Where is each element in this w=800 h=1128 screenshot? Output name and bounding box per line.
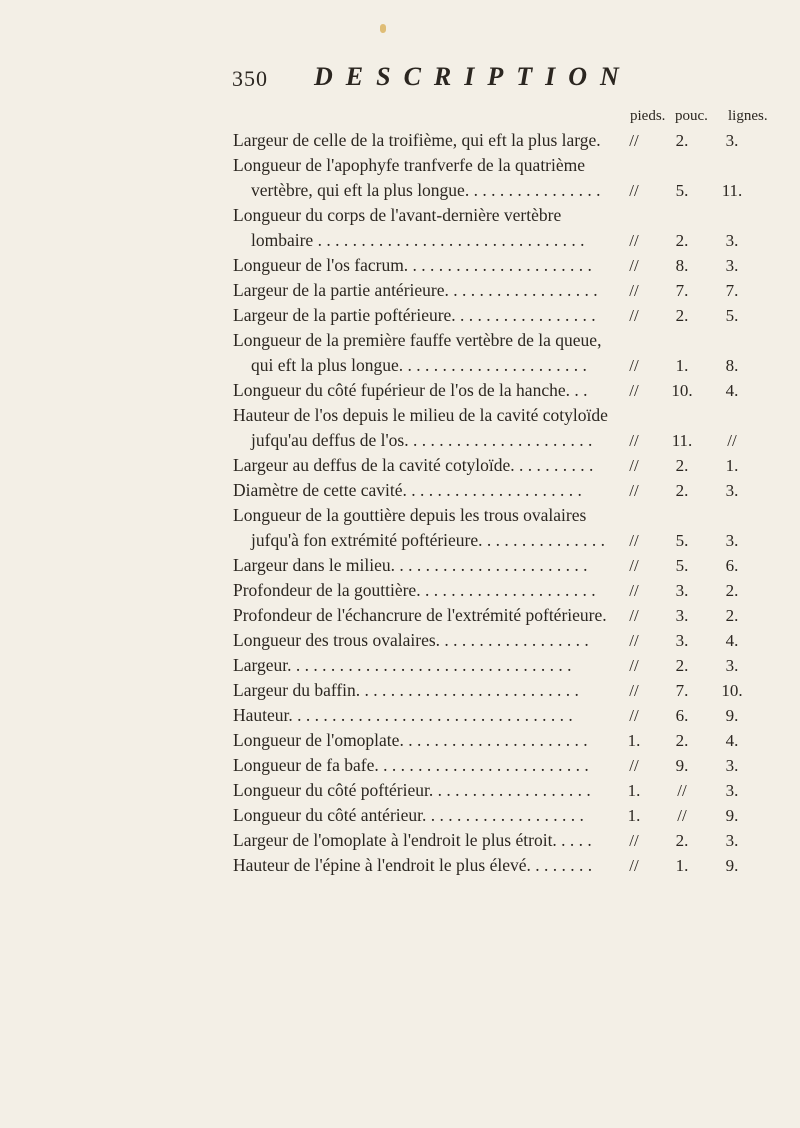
column-header-pouces: pouc. — [675, 108, 708, 124]
value-pieds: 1. — [627, 731, 641, 750]
value-pieds: 1. — [627, 781, 641, 800]
description-line: lombaire . . . . . . . . . . . . . . . . . . . . . . . . . . . . . . . — [251, 230, 585, 250]
measurement-row — [0, 553, 800, 578]
paper-stain — [380, 24, 386, 33]
description-line: Longueur de la gouttière depuis les trous ovalaires — [233, 505, 587, 525]
value-pouces: 1. — [675, 356, 689, 375]
value-pieds: // — [629, 356, 639, 375]
description-line: Longueur de l'apophyfe tranfverfe de la quatrième — [233, 155, 586, 175]
running-title: DESCRIPTION — [314, 62, 632, 91]
description-line: Longueur des trous ovalaires. . . . . . . . . . . . . . . . . . — [233, 630, 589, 650]
measurement-row — [0, 628, 800, 653]
description-line: Largeur du baffin. . . . . . . . . . . . . . . . . . . . . . . . . . — [233, 680, 579, 700]
value-pieds: // — [629, 581, 639, 600]
value-pieds: // — [629, 256, 639, 275]
measurement-values — [0, 803, 800, 828]
value-pouces: 3. — [675, 606, 689, 625]
measurement-row — [0, 678, 800, 703]
measurement-row — [0, 803, 800, 828]
measurement-values — [0, 578, 800, 603]
value-pouces: 3. — [675, 581, 689, 600]
value-pieds: // — [629, 281, 639, 300]
value-lignes: 3. — [725, 256, 739, 275]
value-pouces: 2. — [675, 231, 689, 250]
measurement-values — [0, 178, 800, 203]
measurement-row — [0, 278, 800, 303]
measurement-table — [0, 128, 800, 878]
value-pouces: 7. — [675, 681, 689, 700]
measurement-row — [0, 328, 800, 378]
page-header — [232, 62, 692, 96]
value-pouces: 7. — [675, 281, 689, 300]
value-lignes: 3. — [725, 231, 739, 250]
description-line: Longueur de la première fauffe vertèbre de la queue, — [233, 330, 602, 350]
value-pieds: // — [629, 831, 639, 850]
column-headers — [0, 108, 800, 128]
value-lignes: 3. — [725, 481, 739, 500]
value-lignes: 3. — [725, 831, 739, 850]
measurement-values — [0, 428, 800, 453]
measurement-values — [0, 703, 800, 728]
description-line: Largeur de l'omoplate à l'endroit le plus étroit. . . . . — [233, 830, 592, 850]
value-lignes: 4. — [725, 381, 739, 400]
value-lignes: 3. — [725, 781, 739, 800]
measurement-values — [0, 678, 800, 703]
value-lignes: 3. — [725, 131, 739, 150]
description-line: Largeur. . . . . . . . . . . . . . . . . . . . . . . . . . . . . . . . . — [233, 655, 572, 675]
value-lignes: 4. — [725, 631, 739, 650]
value-pouces: 11. — [671, 431, 693, 450]
value-pieds: // — [629, 131, 639, 150]
value-pouces: 2. — [675, 731, 689, 750]
value-pouces: 1. — [675, 856, 689, 875]
value-pieds: // — [629, 756, 639, 775]
description-line: Largeur de la partie poftérieure. . . . . . . . . . . . . . . . . — [233, 305, 596, 325]
value-lignes: 9. — [725, 856, 739, 875]
value-pouces: 2. — [675, 306, 689, 325]
measurement-row — [0, 753, 800, 778]
measurement-row — [0, 303, 800, 328]
measurement-row — [0, 603, 800, 628]
value-pieds: // — [629, 306, 639, 325]
value-lignes: 3. — [725, 531, 739, 550]
value-lignes: 3. — [725, 756, 739, 775]
value-lignes: 9. — [725, 706, 739, 725]
description-line: Hauteur. . . . . . . . . . . . . . . . . . . . . . . . . . . . . . . . . — [233, 705, 573, 725]
measurement-values — [0, 278, 800, 303]
measurement-row — [0, 403, 800, 453]
description-line: Longueur de l'omoplate. . . . . . . . . . . . . . . . . . . . . . — [233, 730, 588, 750]
value-pouces: 2. — [675, 456, 689, 475]
value-pouces: 8. — [675, 256, 689, 275]
measurement-values — [0, 528, 800, 553]
description-line: Largeur de celle de la troifième, qui eft la plus large. — [233, 130, 601, 150]
measurement-row — [0, 853, 800, 878]
value-pieds: // — [629, 656, 639, 675]
measurement-values — [0, 603, 800, 628]
description-line: jufqu'au deffus de l'os. . . . . . . . . . . . . . . . . . . . . . — [251, 430, 593, 450]
measurement-row — [0, 453, 800, 478]
measurement-values — [0, 378, 800, 403]
value-pieds: // — [629, 556, 639, 575]
page-number: 350 — [232, 66, 268, 91]
value-lignes: 9. — [725, 806, 739, 825]
measurement-values — [0, 303, 800, 328]
measurement-values — [0, 128, 800, 153]
value-pouces: 5. — [675, 181, 689, 200]
value-lignes: 8. — [725, 356, 739, 375]
measurement-row — [0, 478, 800, 503]
value-pieds: 1. — [627, 806, 641, 825]
measurement-values — [0, 453, 800, 478]
value-lignes: 6. — [725, 556, 739, 575]
value-pieds: // — [629, 681, 639, 700]
value-pouces: 9. — [675, 756, 689, 775]
measurement-row — [0, 703, 800, 728]
measurement-values — [0, 778, 800, 803]
value-lignes: 2. — [725, 581, 739, 600]
description-line: Diamètre de cette cavité. . . . . . . . . . . . . . . . . . . . . — [233, 480, 582, 500]
measurement-values — [0, 628, 800, 653]
value-pieds: // — [629, 606, 639, 625]
value-pieds: // — [629, 381, 639, 400]
measurement-row — [0, 253, 800, 278]
description-line: vertèbre, qui eft la plus longue. . . . . . . . . . . . . . . . — [251, 180, 601, 200]
value-lignes: 5. — [725, 306, 739, 325]
value-lignes: 2. — [725, 606, 739, 625]
column-header-lignes: lignes. — [728, 108, 768, 124]
measurement-row — [0, 653, 800, 678]
description-line: Hauteur de l'épine à l'endroit le plus élevé. . . . . . . . — [233, 855, 593, 875]
measurement-values — [0, 728, 800, 753]
value-pieds: // — [629, 231, 639, 250]
description-line: Hauteur de l'os depuis le milieu de la cavité cotyloïde — [233, 405, 608, 425]
description-line: Longueur de l'os facrum. . . . . . . . . . . . . . . . . . . . . . — [233, 255, 592, 275]
value-pouces: 2. — [675, 831, 689, 850]
measurement-row — [0, 203, 800, 253]
value-pieds: // — [629, 631, 639, 650]
value-pouces: 5. — [675, 531, 689, 550]
value-pouces: // — [677, 806, 687, 825]
value-pouces: 10. — [671, 381, 693, 400]
value-lignes: 1. — [725, 456, 739, 475]
value-lignes: 10. — [721, 681, 743, 700]
value-lignes: 4. — [725, 731, 739, 750]
measurement-row — [0, 378, 800, 403]
value-pouces: // — [677, 781, 687, 800]
value-pieds: // — [629, 706, 639, 725]
value-pouces: 2. — [675, 656, 689, 675]
measurement-row — [0, 828, 800, 853]
description-line: Largeur de la partie antérieure. . . . . . . . . . . . . . . . . . — [233, 280, 598, 300]
value-pouces: 2. — [675, 481, 689, 500]
description-line: Longueur du côté poftérieur. . . . . . . . . . . . . . . . . . . — [233, 780, 591, 800]
value-lignes: // — [727, 431, 737, 450]
measurement-values — [0, 828, 800, 853]
measurement-values — [0, 553, 800, 578]
description-line: Longueur du corps de l'avant-dernière vertèbre — [233, 205, 562, 225]
measurement-values — [0, 228, 800, 253]
description-line: Longueur du côté antérieur. . . . . . . . . . . . . . . . . . . — [233, 805, 584, 825]
measurement-row — [0, 578, 800, 603]
measurement-row — [0, 728, 800, 753]
measurement-row — [0, 778, 800, 803]
value-pieds: // — [629, 456, 639, 475]
description-line: qui eft la plus longue. . . . . . . . . . . . . . . . . . . . . . — [251, 355, 587, 375]
description-line: Longueur de fa bafe. . . . . . . . . . . . . . . . . . . . . . . . . — [233, 755, 589, 775]
measurement-row — [0, 153, 800, 203]
value-lignes: 3. — [725, 656, 739, 675]
value-pouces: 6. — [675, 706, 689, 725]
value-pieds: // — [629, 481, 639, 500]
measurement-row — [0, 503, 800, 553]
description-line: Longueur du côté fupérieur de l'os de la hanche. . . — [233, 380, 588, 400]
value-pieds: // — [629, 531, 639, 550]
description-line: Largeur dans le milieu. . . . . . . . . . . . . . . . . . . . . . . — [233, 555, 588, 575]
measurement-values — [0, 853, 800, 878]
value-pieds: // — [629, 181, 639, 200]
value-lignes: 11. — [721, 181, 743, 200]
measurement-row — [0, 128, 800, 153]
value-pieds: // — [629, 856, 639, 875]
value-pieds: // — [629, 431, 639, 450]
measurement-values — [0, 253, 800, 278]
value-pouces: 5. — [675, 556, 689, 575]
description-line: jufqu'à fon extrémité poftérieure. . . . . . . . . . . . . . . — [251, 530, 606, 550]
value-pouces: 3. — [675, 631, 689, 650]
description-line: Profondeur de la gouttière. . . . . . . . . . . . . . . . . . . . . — [233, 580, 596, 600]
value-lignes: 7. — [725, 281, 739, 300]
value-pouces: 2. — [675, 131, 689, 150]
measurement-values — [0, 478, 800, 503]
measurement-values — [0, 753, 800, 778]
description-line: Profondeur de l'échancrure de l'extrémité poftérieure. — [233, 605, 607, 625]
description-line: Largeur au deffus de la cavité cotyloïde. . . . . . . . . . — [233, 455, 594, 475]
measurement-values — [0, 653, 800, 678]
column-header-pieds: pieds. — [630, 108, 666, 124]
measurement-values — [0, 353, 800, 378]
